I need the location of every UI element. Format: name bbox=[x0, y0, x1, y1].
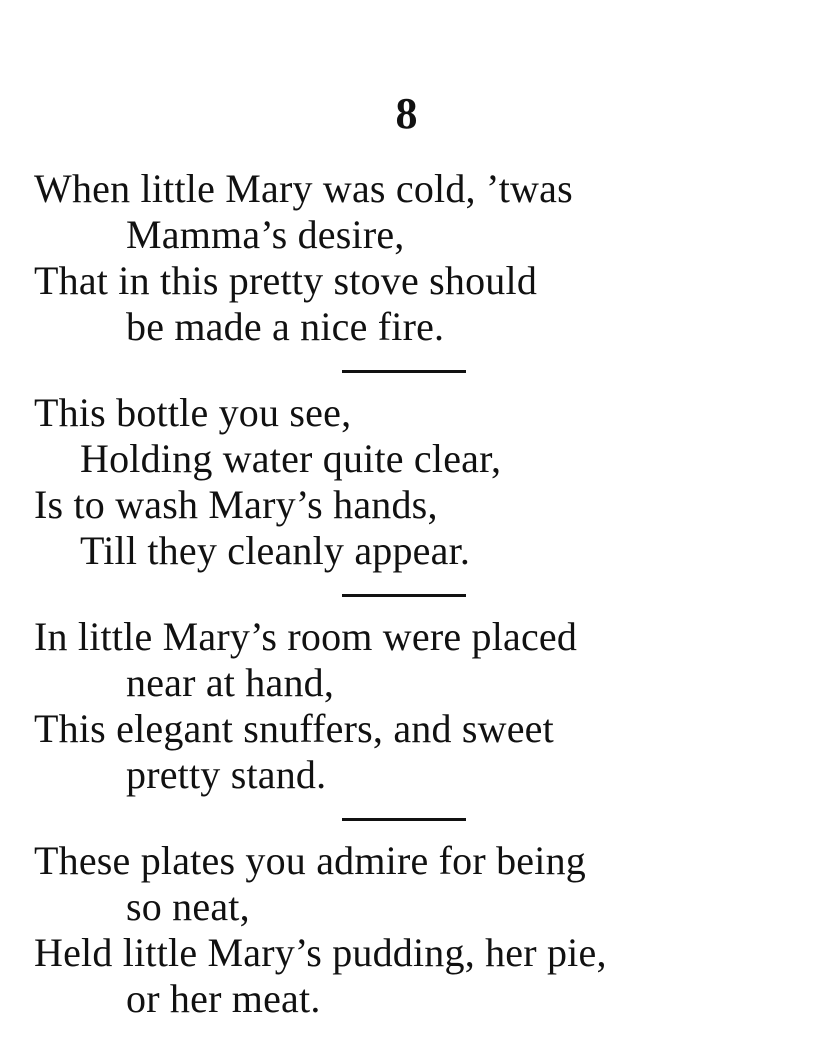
verse-line: near at hand, bbox=[126, 660, 335, 705]
verse-line: so neat, bbox=[126, 884, 250, 929]
section-divider bbox=[342, 818, 466, 821]
verse-line: Mamma’s desire, bbox=[126, 212, 405, 257]
page-number: 8 bbox=[395, 89, 418, 138]
verse-line: That in this pretty stove should bbox=[34, 258, 538, 303]
verse-line: be made a nice fire. bbox=[126, 304, 445, 349]
verse-line: or her meat. bbox=[126, 976, 321, 1021]
verse-line: Is to wash Mary’s hands, bbox=[34, 482, 438, 527]
verse-line: In little Mary’s room were placed bbox=[34, 614, 578, 659]
verse-line: Till they cleanly appear. bbox=[80, 528, 471, 573]
verse-line: This bottle you see, bbox=[34, 390, 352, 435]
verse-line: pretty stand. bbox=[126, 752, 327, 797]
verse-line: These plates you admire for being bbox=[34, 838, 586, 883]
section-divider bbox=[342, 594, 466, 597]
verse-line: When little Mary was cold, ’twas bbox=[34, 166, 573, 211]
section-divider bbox=[342, 370, 466, 373]
verse-line: Held little Mary’s pudding, her pie, bbox=[34, 930, 607, 975]
verse-line: Holding water quite clear, bbox=[80, 436, 502, 481]
verse-line: This elegant snuffers, and sweet bbox=[34, 706, 554, 751]
